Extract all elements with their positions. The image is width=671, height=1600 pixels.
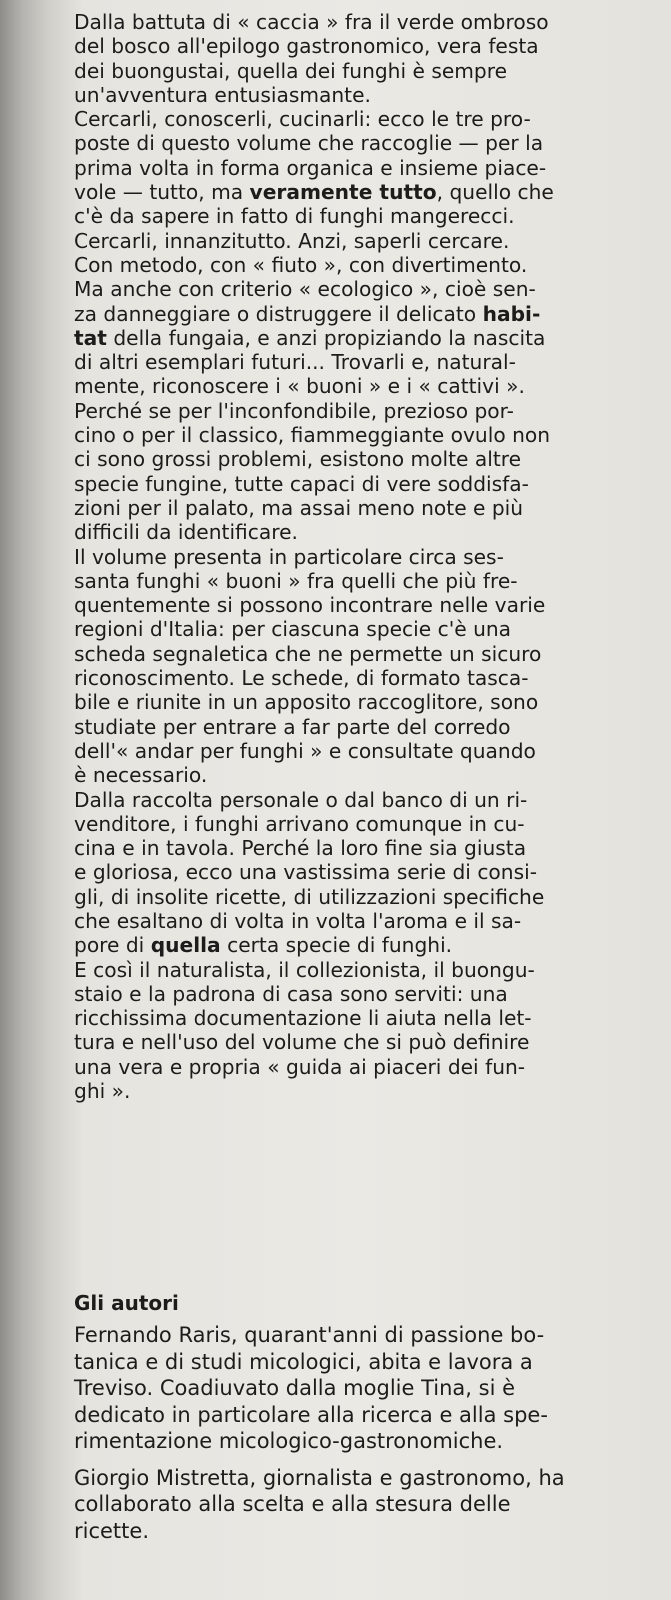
paragraph-cercarli — [74, 107, 640, 228]
author-raris-bio — [74, 1322, 666, 1455]
text-line: c'è da sapere in fatto di funghi mangerecci. — [74, 204, 515, 229]
text-line: gli, di insolite ricette, di utilizzazioni specifiche — [74, 884, 545, 909]
text-line: Cercarli, innanzitutto. Anzi, saperli cercare. — [74, 228, 510, 253]
text-line: staio e la padrona di casa sono serviti: una — [74, 981, 508, 1006]
text-line: ricchissima documentazione li aiuta nella let- — [74, 1006, 532, 1031]
emphasis-text: quella — [150, 933, 221, 958]
text-line: Cercarli, conoscerli, cucinarli: ecco le tre pro- — [74, 107, 531, 132]
text-line: Perché se per l'inconfondibile, prezioso por- — [74, 398, 514, 423]
text-line: rimentazione micologico-gastronomiche. — [74, 1429, 504, 1453]
emphasis-text: habi- — [482, 301, 541, 326]
text-line: quentemente si possono incontrare nelle varie — [74, 593, 546, 618]
text-line: Treviso. Coadiuvato dalla moglie Tina, si è — [74, 1376, 515, 1400]
text-line: Il volume presenta in particolare circa ses- — [74, 544, 504, 569]
text-line: Giorgio Mistretta, giornalista e gastronomo, ha — [74, 1465, 565, 1490]
paragraph-innanzitutto — [74, 229, 640, 545]
text-line — [74, 326, 640, 350]
authors-section — [74, 1290, 666, 1544]
text-line: Fernando Raris, quarant'anni di passione bo- — [74, 1323, 545, 1347]
text-line: collaborato alla scelta e alla stesura delle — [74, 1492, 511, 1516]
text-line: un'avventura entusiasmante. — [74, 82, 371, 107]
text-line: di altri esemplari futuri... Trovarli e, natural- — [74, 350, 516, 375]
text-run: , quello che — [436, 180, 554, 205]
emphasis-text: tat — [74, 325, 107, 350]
text-line: dedicato in particolare alla ricerca e alla spe- — [74, 1402, 548, 1427]
text-line: dell'« andar per funghi » e consultate quando — [74, 738, 536, 763]
blurb-text — [74, 10, 640, 1103]
text-line: Dalla battuta di « caccia » fra il verde ombroso — [74, 10, 549, 34]
text-line: cino o per il classico, fiammeggiante ovulo non — [74, 423, 551, 448]
paragraph-volume — [74, 545, 640, 788]
text-line: difficili da identificare. — [74, 520, 298, 545]
text-line: studiate per entrare a far parte del corredo — [74, 714, 511, 739]
text-line: Ma anche con criterio « ecologico », cioè sen- — [74, 277, 536, 302]
text-line: una vera e propria « guida ai piaceri dei fun- — [74, 1054, 526, 1079]
text-line: scheda segnaletica che ne permette un sicuro — [74, 641, 542, 666]
text-line: Dalla raccolta personale o dal banco di un ri- — [74, 787, 528, 812]
text-line: riconoscimento. Le schede, di formato tasca- — [74, 666, 529, 691]
text-line: Con metodo, con « fiuto », con divertimento. — [74, 252, 528, 277]
text-line: ci sono grossi problemi, esistono molte altre — [74, 447, 522, 472]
text-run: vole — tutto, ma — [74, 180, 250, 205]
text-line: E così il naturalista, il collezionista, il buongu- — [74, 957, 535, 982]
text-line: poste di questo volume che raccoglie — per la — [74, 131, 544, 156]
text-line: bile e riunite in un apposito raccoglitore, sono — [74, 690, 539, 715]
text-line: cina e in tavola. Perché la loro fine sia giusta — [74, 836, 527, 861]
text-line: che esaltano di volta in volta l'aroma e il sa- — [74, 908, 522, 933]
text-run: pore di — [74, 933, 151, 958]
text-line: venditore, i funghi arrivano comunque in cu- — [74, 811, 525, 836]
book-page — [46, 0, 671, 1600]
text-line: dei buongustai, quella dei funghi è sempre — [74, 58, 508, 83]
text-line: specie fungine, tutte capaci di vere soddisfa- — [74, 471, 529, 496]
text-line: ricette. — [74, 1518, 149, 1543]
text-line: santa funghi « buoni » fra quelli che più fre- — [74, 568, 518, 593]
text-line: del bosco all'epilogo gastronomico, vera festa — [74, 34, 539, 59]
text-line: prima volta in forma organica e insieme piace- — [74, 155, 547, 180]
text-line — [74, 302, 640, 326]
text-line: tura e nell'uso del volume che si può definire — [74, 1030, 530, 1055]
text-line: regioni d'Italia: per ciascuna specie c'è una — [74, 617, 512, 642]
text-line: tanica e di studi micologici, abita e lavora a — [74, 1349, 533, 1374]
text-run: za danneggiare o distruggere il delicato — [74, 301, 483, 326]
authors-heading: Gli autori — [74, 1291, 179, 1315]
text-line: è necessario. — [74, 763, 208, 788]
paragraph-naturalista — [74, 958, 640, 1104]
text-line — [74, 933, 640, 957]
text-run: certa specie di funghi. — [220, 933, 453, 958]
author-mistretta-bio — [74, 1465, 666, 1545]
paragraph-raccolta — [74, 788, 640, 958]
text-line: zioni per il palato, ma assai meno note e più — [74, 495, 524, 520]
text-line — [74, 180, 640, 204]
text-run: della fungaia, e anzi propiziando la nascita — [106, 325, 546, 350]
text-line: mente, riconoscere i « buoni » e i « cattivi ». — [74, 374, 525, 399]
text-line: e gloriosa, ecco una vastissima serie di consi- — [74, 860, 537, 885]
emphasis-text: veramente tutto — [249, 180, 437, 205]
paragraph-intro — [74, 10, 640, 107]
text-line: ghi ». — [74, 1079, 131, 1104]
